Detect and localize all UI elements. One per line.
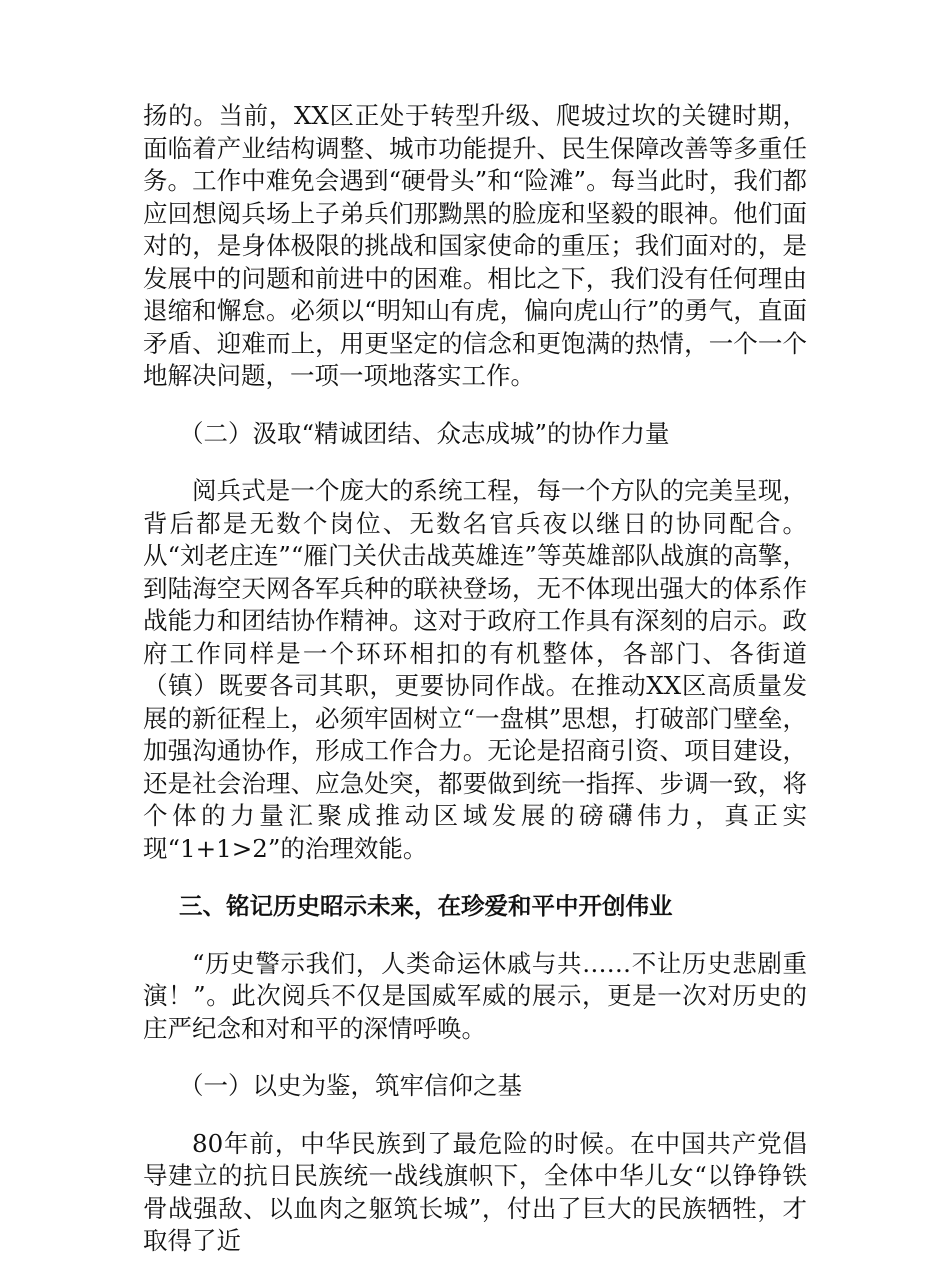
body-paragraph: 阅兵式是一个庞大的系统工程，每一个方队的完美呈现，背后都是无数个岗位、无数名官兵夜以继日的协同配合。从“刘老庄连”“雁门关伏击战英雄连”等英雄部队战旗的高擎，到陆海空天网各军兵种的联袂登场，无不体现出强大的体系作战能力和团结协作精神。这对于政府工作具有深刻的启示。政府工作同样是一个环环相扣的有机整体，各部门、各街道（镇）既要各司其职，更要协同作战。在推动XX区高质量发展的新征程上，必须牢固树立“一盘棋”思想，打破部门壁垒，加强沟通协作，形成工作合力。无论是招商引资、项目建设，还是社会治理、应急处突，都要做到统一指挥、步调一致，将个体的力量汇聚成推动区域发展的磅礴伟力，真正实现“1+1>2”的治理效能。 <box>143 476 807 863</box>
body-paragraph: 扬的。当前，XX区正处于转型升级、爬坡过坎的关键时期，面临着产业结构调整、城市功能提升、民生保障改善等多重任务。工作中难免会遇到“硬骨头”和“险滩”。每当此时，我们都应回想阅兵场上子弟兵们那黝黑的脸庞和坚毅的眼神。他们面对的，是身体极限的挑战和国家使命的重压；我们面对的，是发展中的问题和前进中的困难。相比之下，我们没有任何理由退缩和懈怠。必须以“明知山有虎，偏向虎山行”的勇气，直面矛盾、迎难而上，用更坚定的信念和更饱满的热情，一个一个地解决问题，一项一项地落实工作。 <box>143 101 807 390</box>
document-body <box>143 100 807 1283</box>
body-paragraph: “历史警示我们，人类命运休戚与共……不让历史悲剧重演！”。此次阅兵不仅是国威军威的展示，更是一次对历史的庄严纪念和对和平的深情呼唤。 <box>143 948 807 1043</box>
body-paragraph: 80年前，中华民族到了最危险的时候。在中国共产党倡导建立的抗日民族统一战线旗帜下，全体中华儿女“以铮铮铁骨战强敌、以血肉之躯筑长城”，付出了巨大的民族牺牲，才取得了近 <box>143 1128 807 1255</box>
section-subheading: （二）汲取“精诚团结、众志成城”的协作力量 <box>179 418 670 448</box>
section-subheading: （一）以史为鉴，筑牢信仰之基 <box>179 1071 522 1100</box>
section-heading: 三、铭记历史昭示未来，在珍爱和平中开创伟业 <box>179 892 673 920</box>
